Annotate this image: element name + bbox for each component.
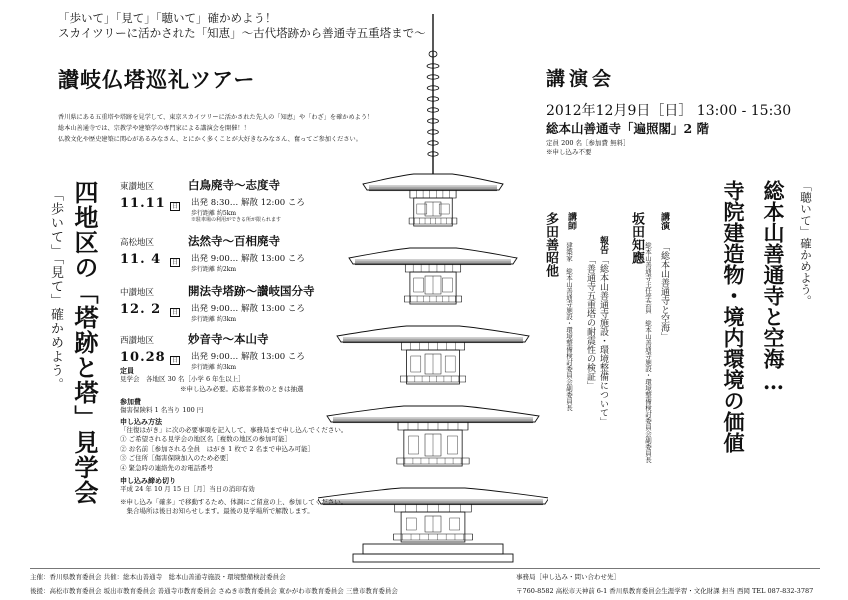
walk-distance: 歩行距離 約5km	[191, 210, 237, 217]
lecturer-label: 講師	[566, 212, 576, 230]
tour-time: 出発 9:00… 解散 13:00 ころ	[191, 254, 305, 264]
bracket-band	[405, 264, 460, 272]
method-line: 「往復はがき」に次の必要事項を記入して、事務局まで申し込んでください。	[120, 425, 348, 434]
lecture-vertical-tag: 「聴いて」確かめよう。	[799, 180, 813, 307]
pagoda-window	[450, 518, 460, 530]
lecture-vertical-title-2: 寺院建造物・境内環境の価値	[721, 180, 746, 453]
pagoda-railing	[404, 296, 461, 302]
report-label: 報告	[598, 236, 608, 254]
fee-text: 傷害保険料 1 名当り 100 円	[120, 406, 204, 414]
intro-line: 香川県にある五重塔や塔跡を見学して、東京スカイツリーに活かされた先人の「知恵」や「わざ」を確かめよう！	[58, 114, 374, 121]
tour-time: 出発 9:00… 解散 13:00 ころ	[191, 304, 305, 314]
tour-note: ※駐車場の利用ができる所が限られます	[191, 217, 282, 223]
lecture-date: 2012年12月9日［日］ 13:00 - 15:30	[546, 103, 792, 119]
pagoda-roof	[337, 326, 529, 342]
pagoda-roof	[363, 174, 503, 190]
lecture-venue: 総本山善通寺「遍照閣」2 階	[546, 121, 710, 136]
tour-vertical-subtitle: 「歩いて」「見て」確かめよう。	[48, 188, 63, 392]
deadline-heading: 申し込み締め切り	[120, 476, 176, 485]
tour-date: 10.28	[120, 350, 166, 365]
method-line: ③ ご住所［傷害保険加入のため必要］	[120, 454, 233, 462]
method-line: ② お名前［参加される全員 はがき 1 枚で 2 名まで申込み可能］	[120, 444, 315, 453]
capacity-text: 見学会 各地区 30 名［小学 6 年生以上］	[120, 375, 245, 383]
keynote-label: 講演	[659, 212, 669, 230]
pagoda-railing	[397, 458, 469, 464]
tour-vertical-title: 四地区の「塔跡と塔」見学会	[70, 180, 99, 505]
route-name: 法然寺～百相廃寺	[188, 234, 280, 248]
tagline-secondary: スカイツリーに活かされた「知恵」～古代塔跡から善通寺五重塔まで～	[58, 26, 426, 40]
method-heading: 申し込み方法	[120, 416, 162, 426]
entry-note: ※申し込み「確多」で移動するため、体調にご留意の上、参加してください。	[120, 497, 348, 506]
district-name: 高松地区	[120, 238, 155, 248]
pagoda-window	[406, 518, 416, 530]
entry-info	[120, 366, 348, 517]
lecturer-name: 多田善昭他	[543, 212, 558, 277]
pagoda-window	[414, 278, 424, 292]
walk-distance: 歩行距離 約2km	[191, 266, 237, 273]
route-name: 白鳥廃寺～志度寺	[188, 178, 280, 192]
bracket-band	[395, 504, 472, 512]
day-of-week: 日	[172, 309, 179, 316]
day-of-week: 日	[172, 259, 179, 266]
fee-heading: 参加費	[120, 397, 141, 406]
footer-support: 後援：高松市教育委員会 坂出市教育委員会 善通寺市教育委員会 さぬき市教育委員会 東かがわ市教育委員会 三豊市教育委員会	[30, 587, 398, 595]
tour-date: 11.11	[120, 196, 166, 211]
pagoda-window	[409, 436, 419, 454]
intro-text	[58, 112, 428, 145]
method-line: ① ご希望される見学会の地区名［複数の地区の参加可能］	[120, 435, 292, 443]
bracket-band	[401, 342, 464, 350]
walk-distance: 歩行距離 約3km	[191, 316, 237, 323]
lecture-vertical-title-1: 総本山善通寺と空海…	[761, 180, 786, 394]
route-name: 妙音寺～本山寺	[188, 332, 269, 346]
keynote-speaker-name: 坂田知應	[629, 212, 644, 264]
day-of-week: 日	[172, 357, 179, 364]
lecture-fee: 定員 200 名［参加費 無料］	[546, 139, 630, 147]
keynote-affiliation: 総本山善通寺主任学芸員 総本山善通寺施設・環境整備検討委員会副委員長	[644, 242, 652, 463]
tour-date: 12. 2	[120, 302, 162, 317]
intro-line: 総本山善通寺では、宗教学や建築学の専門家による講演会を開催！！	[58, 125, 250, 132]
pagoda-window	[417, 204, 427, 214]
pagoda-window	[411, 356, 421, 372]
lecturer-affiliation: 建築家 総本山善通寺施設・環境整備検討委員会副委員長	[565, 242, 573, 411]
method-line: ④ 緊急時の連絡先のお電話番号	[120, 463, 214, 472]
pagoda-window	[442, 278, 452, 292]
route-name: 開法寺塔跡～讃岐国分寺	[188, 284, 315, 298]
lecture-reserve-note: ※申し込み不要	[546, 148, 592, 156]
entry-note: 集合場所は後日お知らせします。最後の見学場所で解散します。	[120, 507, 314, 515]
pagoda-railing	[409, 218, 457, 224]
tour-time: 出発 9:00… 解散 13:00 ころ	[191, 352, 305, 362]
pagoda-roof	[327, 406, 539, 422]
district-name: 中讃地区	[120, 288, 155, 298]
pagoda-roof	[318, 488, 548, 504]
report-theme-1: 「総本山善通寺施設・環境整備について」	[598, 255, 608, 426]
tour-date: 11. 4	[120, 252, 162, 267]
pagoda-roof	[349, 248, 517, 264]
tour-title: 讃岐仏塔巡礼ツアー	[58, 67, 256, 92]
footer-office: 事務局［申し込み・問い合わせ先］	[516, 573, 620, 581]
lecture-title: 講演会	[546, 68, 616, 90]
pagoda-window	[439, 204, 449, 214]
footer-host: 主催：香川県教育委員会 共催：総本山善通寺 総本山善通寺施設・環境整備検討委員会	[30, 573, 286, 581]
intro-line: 仏教文化や歴史建築に関心があるみなさん、とにかく多くことが大好きなみなさん、奮ってご参加ください。	[58, 136, 362, 143]
pagoda-window	[447, 436, 457, 454]
bracket-band	[398, 422, 468, 430]
pagoda-illustration	[318, 6, 548, 566]
footer-contact: 〒760-8582 高松市天神前 6-1 香川県教育委員会生涯学習・文化財課 担当 西岡 TEL 087-832-3787	[516, 587, 814, 595]
pagoda-railing	[393, 534, 472, 540]
day-of-week: 日	[172, 203, 179, 210]
district-name: 西讃地区	[120, 336, 155, 346]
deadline-text: 平成 24 年 10 月 15 日［月］当日の消印有効	[120, 485, 255, 493]
tour-time: 出発 8:30… 解散 12:00 ころ	[191, 198, 305, 208]
capacity-heading: 定員	[120, 366, 134, 375]
pagoda-base	[363, 544, 503, 554]
capacity-note: ※申し込み必要。応募者多数のときは抽選	[180, 384, 304, 393]
keynote-theme: 「総本山善通寺と空海」	[659, 242, 669, 341]
pagoda-plinth	[353, 554, 513, 562]
report-theme-2: 「善通寺五重塔の耐震性の検証」	[585, 255, 595, 390]
pagoda-railing	[400, 376, 465, 382]
walk-distance: 歩行距離 約3km	[191, 364, 237, 371]
pagoda-window	[445, 356, 455, 372]
bracket-band	[410, 190, 456, 198]
tagline-primary: 「歩いて」「見て」「聴いて」確かめよう！	[58, 11, 277, 25]
footer-divider	[30, 568, 820, 569]
district-name: 東讃地区	[120, 182, 155, 192]
